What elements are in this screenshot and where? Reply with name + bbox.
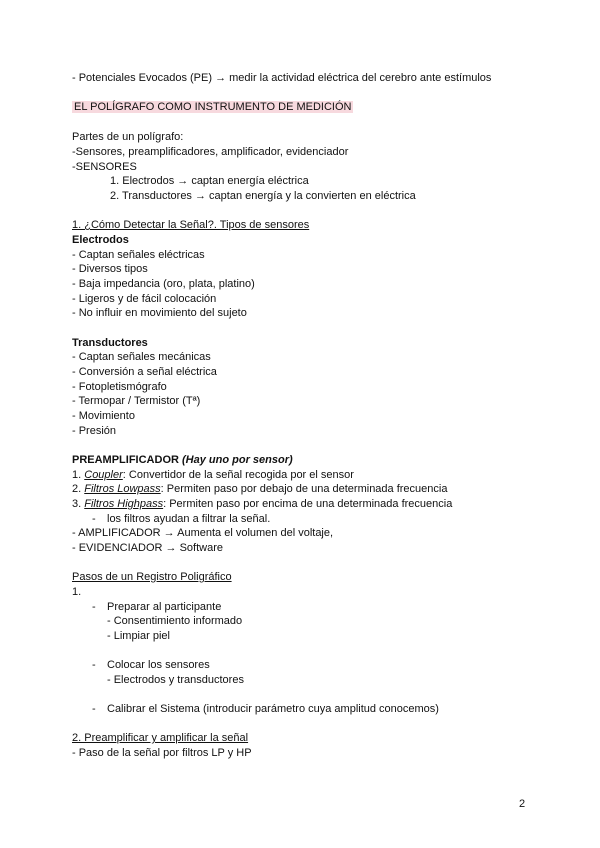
item-number: 3.	[72, 498, 82, 510]
list-item: - Ligeros y de fácil colocación	[72, 293, 217, 305]
step1-sub1: - Consentimiento informado	[107, 615, 243, 627]
deteccion-heading: 1. ¿Cómo Detectar la Señal?. Tipos de sensores	[72, 219, 310, 231]
bullet-dash: -	[92, 513, 96, 525]
transductores-title: Transductores	[72, 337, 148, 349]
list-item: - Diversos tipos	[72, 263, 148, 275]
filters-note: los filtros ayudan a filtrar la señal.	[107, 513, 271, 525]
list-item: - No influir en movimiento del sujeto	[72, 307, 247, 319]
section-title	[72, 101, 353, 114]
page-number: 2	[519, 798, 526, 810]
step-dash: -	[92, 659, 96, 671]
evidenciador-line: - EVIDENCIADOR → Software	[72, 542, 223, 554]
item-text: : Convertidor de la señal recogida por el sensor	[122, 469, 354, 481]
list-item: - Captan señales eléctricas	[72, 249, 205, 261]
partes-line2: -SENSORES	[72, 161, 137, 173]
step-dash: -	[92, 601, 96, 613]
item-text: : Permiten paso por debajo de una determinada frecuencia	[160, 483, 448, 495]
item-text: : Permiten paso por encima de una determinada frecuencia	[163, 498, 453, 510]
lowpass-term: Filtros Lowpass	[84, 483, 161, 495]
list-item: - Fotopletismógrafo	[72, 381, 167, 393]
pasos-heading2: 2. Preamplificar y amplificar la señal	[72, 732, 249, 744]
partes-line1: -Sensores, preamplificadores, amplificador, evidenciador	[72, 146, 349, 158]
preamp-item3	[72, 498, 452, 511]
amplificador-line: - AMPLIFICADOR → Aumenta el volumen del voltaje,	[72, 527, 334, 539]
section-title-text: EL POLÍGRAFO COMO INSTRUMENTO DE MEDICIÓN	[74, 101, 352, 113]
top-line: - Potenciales Evocados (PE) → medir la actividad eléctrica del cerebro ante estímulos	[72, 72, 492, 84]
item-number: 2.	[72, 483, 82, 495]
step2: Colocar los sensores	[107, 659, 210, 671]
list-item: - Conversión a señal eléctrica	[72, 366, 217, 378]
preamp-note: (Hay uno por sensor)	[182, 454, 293, 466]
list-item: - Presión	[72, 425, 117, 437]
highpass-term: Filtros Highpass	[84, 498, 164, 510]
step3: Calibrar el Sistema (introducir parámetro cuya amplitud conocemos)	[107, 703, 439, 715]
partes-heading: Partes de un polígrafo:	[72, 131, 184, 143]
electrodos-title: Electrodos	[72, 234, 129, 246]
list-item: - Captan señales mecánicas	[72, 351, 211, 363]
preamp-item1	[72, 469, 354, 482]
list-item: - Movimiento	[72, 410, 135, 422]
pasos-line2: - Paso de la señal por filtros LP y HP	[72, 747, 252, 759]
step-dash: -	[92, 703, 96, 715]
preamp-item2	[72, 483, 447, 496]
coupler-term: Coupler	[84, 469, 123, 481]
preamp-title: PREAMPLIFICADOR	[72, 454, 179, 466]
item-number: 1.	[72, 469, 82, 481]
partes-sub2: 2. Transductores → captan energía y la convierten en eléctrica	[110, 190, 416, 202]
list-item: - Baja impedancia (oro, plata, platino)	[72, 278, 255, 290]
step1: Preparar al participante	[107, 601, 222, 613]
partes-sub1: 1. Electrodos → captan energía eléctrica	[110, 175, 309, 187]
list-item: - Termopar / Termistor (Tª)	[72, 395, 201, 407]
pasos-num: 1.	[72, 586, 82, 598]
preamp-title-line	[72, 454, 293, 467]
step1-sub2: - Limpiar piel	[107, 630, 170, 642]
step2-sub1: - Electrodos y transductores	[107, 674, 244, 686]
pasos-heading: Pasos de un Registro Poligráfico	[72, 571, 232, 583]
